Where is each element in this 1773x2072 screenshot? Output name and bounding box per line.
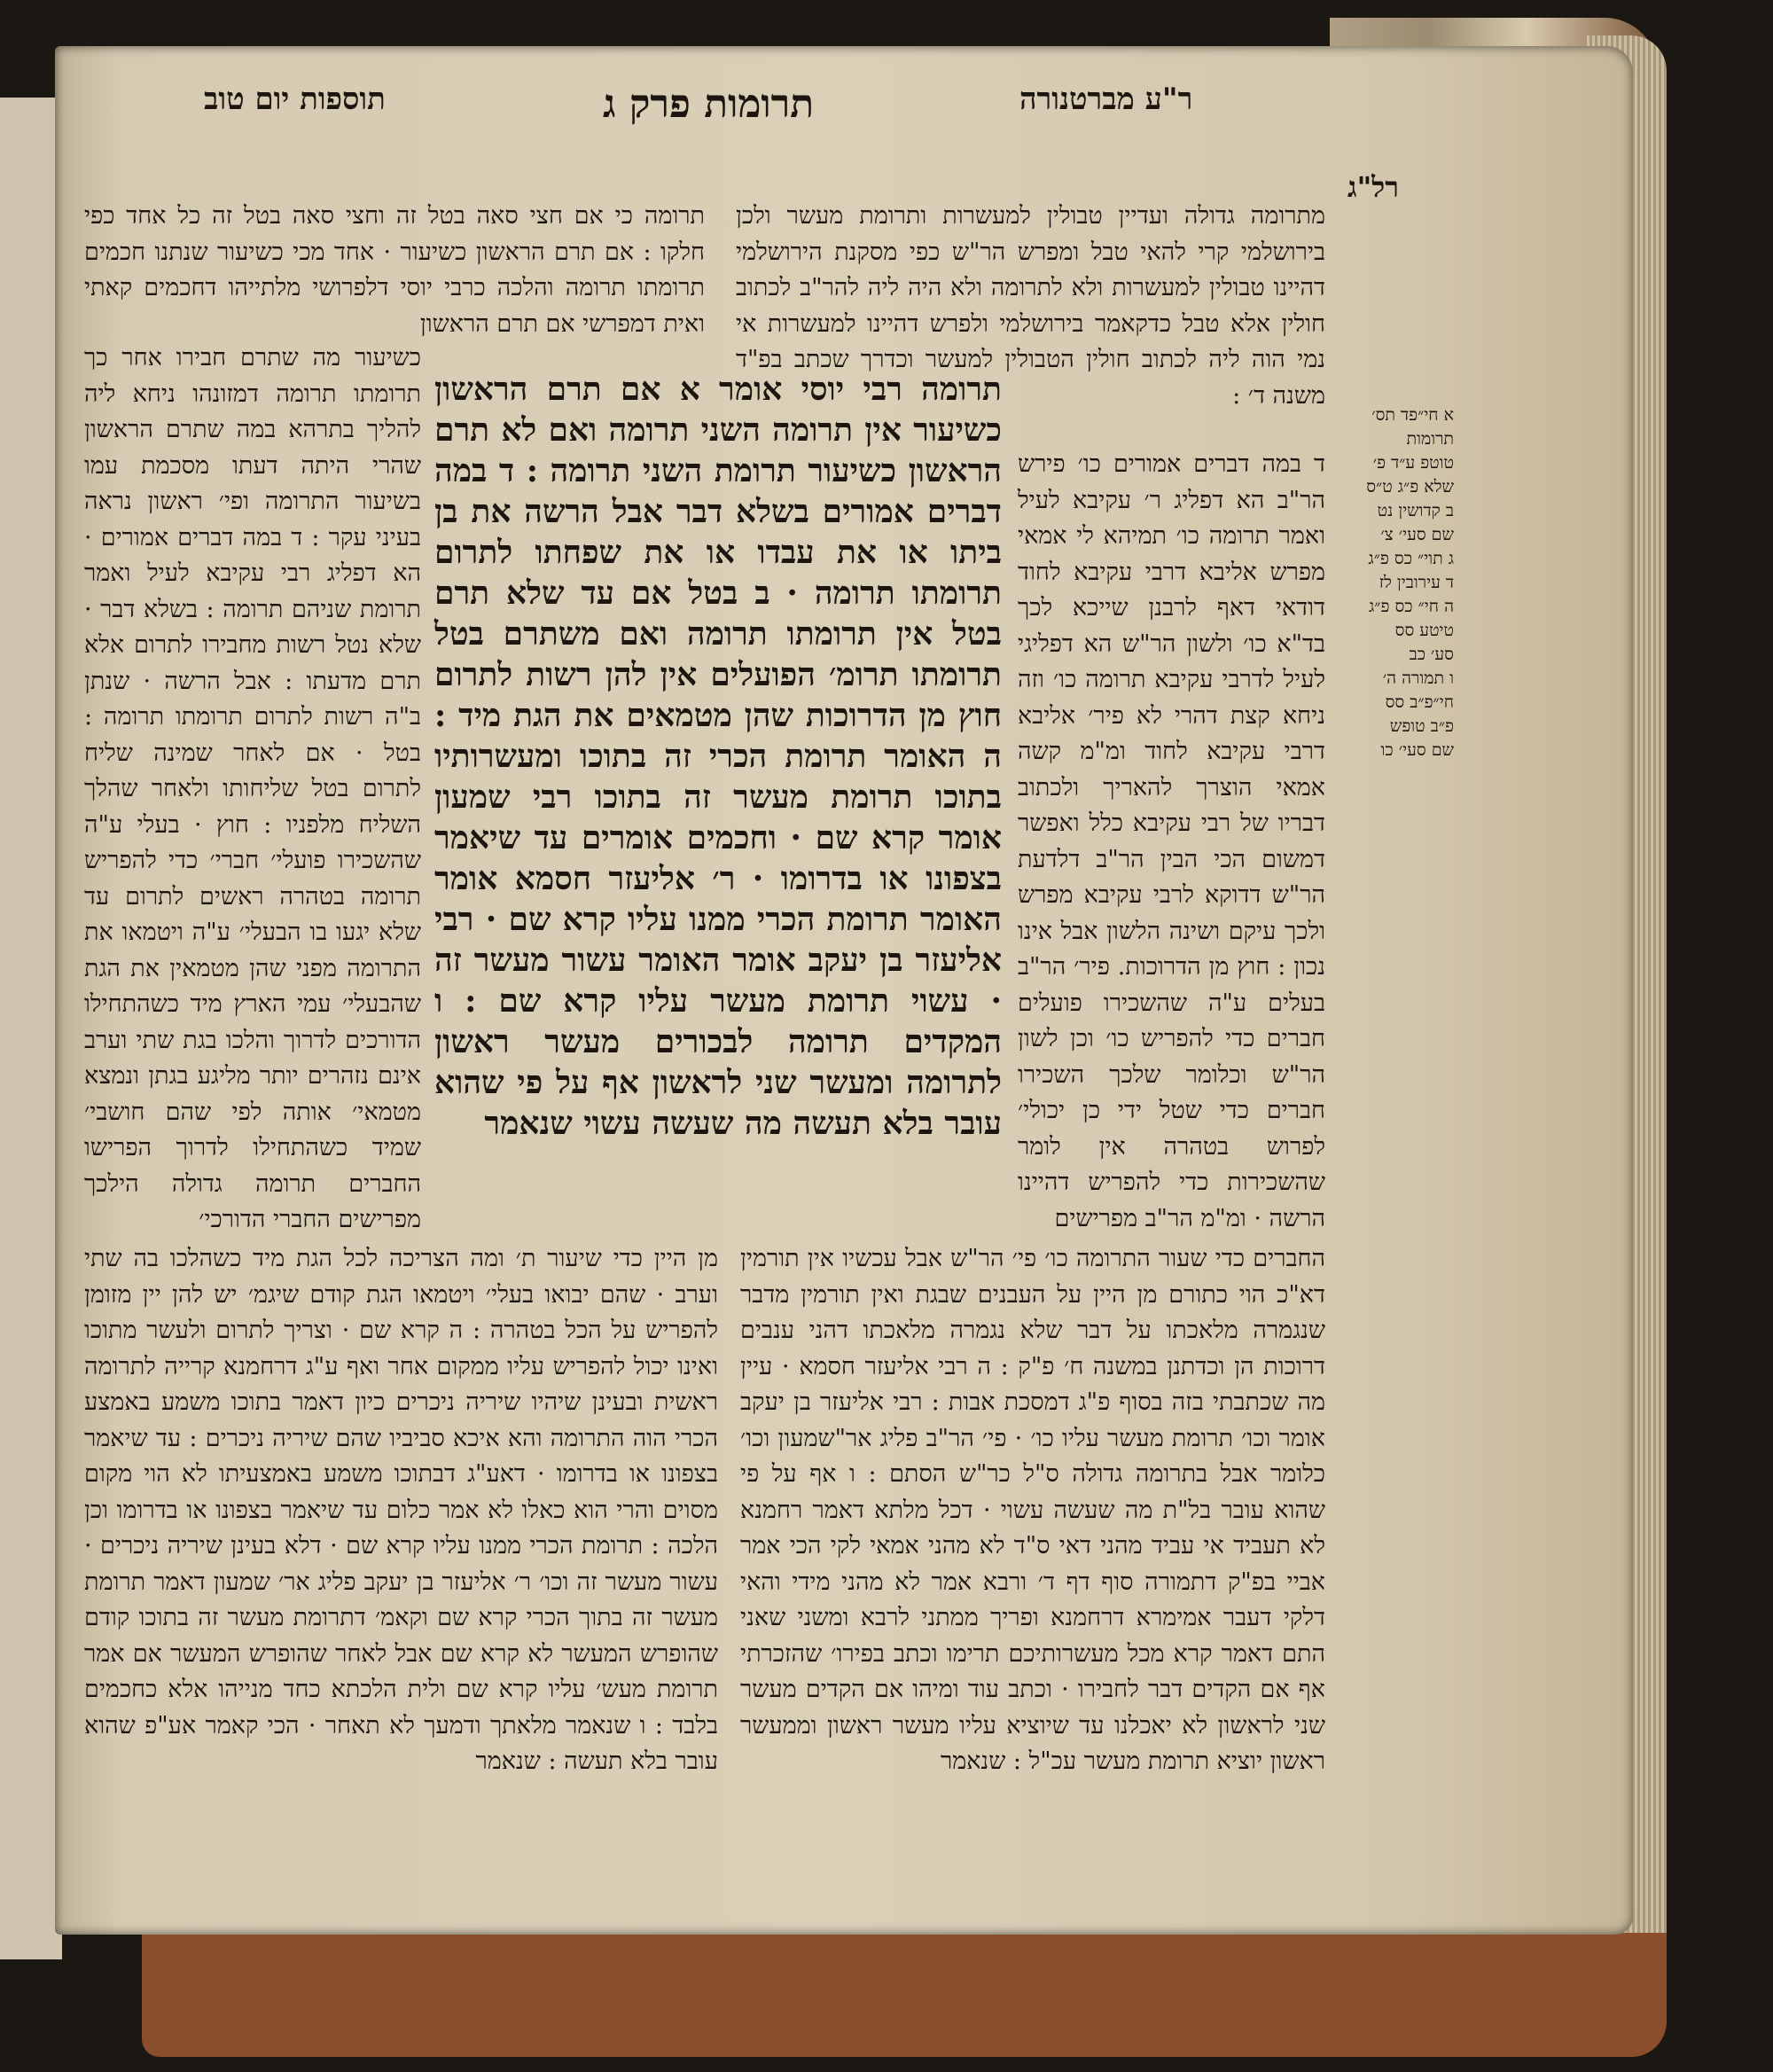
margin-note: תרומות — [1406, 429, 1454, 449]
header-left: תוספות יום טוב — [204, 82, 386, 117]
left-facing-page — [0, 98, 62, 1959]
leather-cover — [142, 1933, 1667, 2057]
margin-note: ו תמורה ה׳ — [1382, 669, 1454, 688]
margin-note: טוטפ ע״ד פ׳ — [1372, 453, 1454, 473]
left-commentary-main: כשיעור מה שתרם חבירו אחר כך תרומתו תרומה דמזונהו ניחא ליה להליך בתרהא במה שתרם הראשון שהרי היתה דעתו מסכמת עמו בשיעור התרומה ופי׳ ראשון נראה בעיני עקר : ד במה דברים אמורים · הא דפליג רבי עקיבא לעיל ואמר תרומת שניהם תרומה : בשלא דבר · שלא נטל רשות מחבירו לתרום אלא תרם מדעתו : אבל הרשה · שנתן ב"ה רשות לתרום תרומתו תרומה : בטל · אם לאחר שמינה שליח לתרום בטל שליחותו ולאחר שהלך השליח מלפניו : חוץ · בעלי ע"ה שהשכירו פועלי׳ חברי׳ כדי להפריש תרומה בטהרה ראשים לתרום עד שלא יגעו בו הבעלי׳ ע"ה ויטמאו את התרומה מפני שהן מטמאין את הגת שהבעלי׳ עמי הארץ מיד כשהתחילו הדורכים לדרוך והלכו בגת שתי וערב אינם נזהרים יותר מליגע בגתן ונמצא מטמאי׳ אותה לפי שהם חושבי׳ שמיד כשהתחילו לדרוך הפרישו החברים תרומה גדולה הילכך מפרישים החברי הדורכי׳ — [84, 344, 421, 1233]
margin-note: ד עירובין לז — [1379, 573, 1454, 592]
right-commentary-top: מתרומה גדולה ועדיין טבולין למעשרות ותרומת מעשר ולכן בירושלמי קרי להאי טבל ומפרש הר"ש כפי מסקנת הירושלמי דהיינו טבולין למעשרות ולא לתרומה ולא היה ליה להר"ב לכתוב חולין אלא טבל כדקאמר בירושלמי ולפרש דהיינו למעשרות אי נמי הוה ליה לכתוב חולין הטבולין למעשר וכדרך שכתב בפ"ד משנה ד׳ : — [736, 202, 1325, 410]
margin-note: שלא פ״ג ט״ס — [1366, 477, 1454, 496]
margin-note: סע׳ כב — [1409, 645, 1454, 664]
bottom-right-commentary: החברים כדי שעור התרומה כו׳ פי׳ הר"ש אבל עכשיו אין תורמין דא"כ הוי כתורם מן היין על העבנים שבגת ואין תורמין מדבר שנגמרה מלאכתו על דבר שלא נגמרה מלאכתו דהני ענבים דרוכות הן וכדתנן במשנה ח׳ פ"ק : ה רבי אליעזר חסמא · עיין מה שכתבתי בזה בסוף פ"ג דמסכת אבות : רבי אליעזר בן יעקב אומר וכו׳ תרומת מעשר עליו כו׳ · פי׳ הר"ב פליג אר"שמעון וכו׳ כלומר אבל בתרומה גדולה ס"ל כר"ש הסתם : ו אף על פי שהוא עובר בל"ת מה שעשה עשוי · דכל מלתא דאמר רחמנא לא תעביד אי עביד מהני דאי ס"ד לא מהני אמאי לקי הכי אמר אביי בפ"ק דתמורה סוף דף ד׳ ורבא אמר לא מהני מידי והאי דלקי דעבר אמימרא דרחמנא ופריך ממתני לרבא ומשני שאני התם דאמר קרא מכל מעשרותיכם תרימו וכתב בפירו׳ שהזכרתי אף אם הקדים דבר לחבירו · וכתב עוד ומיהו אם הקדים מעשר שני לראשון לא יאכלנו עד שיוציא עליו מעשר ראשון וממעשר ראשון יוציא תרומת מעשר עכ"ל : שנאמר — [740, 1245, 1325, 1775]
right-commentary-main: ד במה דברים אמורים כו׳ פירש הר"ב הא דפליג ר׳ עקיבא לעיל ואמר תרומה כו׳ תמיהא לי אמאי מפרש אליבא דרבי עקיבא לחוד דודאי דאף לרבנן שייכא לכך בד"א כו׳ ולשון הר"ש הא דפליגי לעיל לדרבי עקיבא תרומה כו׳ וזה ניחא קצת דהרי לא פיר׳ אליבא דרבי עקיבא לחוד ומ"מ קשה אמאי הוצרך להאריך ולכתוב דבריו של רבי עקיבא כלל ואפשר דמשום הכי הבין הר"ב דלדעת הר"ש דדוקא לרבי עקיבא מפרש ולכך עיקם ושינה הלשון אבל אינו נכון : חוץ מן הדרוכות. פיר׳ הר"ב בעלים ע"ה שהשכירו פועלים חברים כדי להפריש כו׳ וכן לשון הר"ש וכלומר שלכך השכירו חברים כדי שטל ידי כן יכולי׳ לפרוש בטהרה אין לומר שהשכירות כדי להפריש דהיינו הרשה · ומ"מ הר"ב מפרישים — [1018, 450, 1325, 1232]
margin-note: ג תוי״ כס פ״ג — [1368, 549, 1454, 568]
margin-note: שם סעי׳ צ׳ — [1380, 525, 1454, 544]
margin-note: פ״ב טופש — [1389, 716, 1454, 736]
margin-note: שם סעי׳ כו — [1380, 740, 1454, 760]
margin-note: א חי״פד תס׳ — [1371, 405, 1454, 425]
left-commentary-top: תרומה כי אם חצי סאה בטל זה וחצי סאה בטל זה כל אחד כפי חלקו : אם תרם הראשון כשיעור · אחד מכי כשיעור שנתנו חכמים תרומתו תרומה והלכה כרבי יוסי דלפרושי מלתייהו דחכמים קאתי ואית דמפרשי אם תרם הראשון — [84, 202, 705, 338]
mishnah-text: תרומה רבי יוסי אומר א אם תרם הראשון כשיעור אין תרומה השני תרומה ואם לא תרם הראשון כשיעור תרומת השני תרומה : ד במה דברים אמורים בשלא דבר אבל הרשה את בן ביתו או את עבדו או את שפחתו לתרום תרומתו תרומה · ב בטל אם עד שלא תרם בטל אין תרומתו תרומה ואם משתרם בטל תרומתו תרומ׳ הפועלים אין להן רשות לתרום חוץ מן הדרוכות שהן מטמאים את הגת מיד : ה האומר תרומת הכרי זה בתוכו ומעשרותיו בתוכו תרומת מעשר זה בתוכו רבי שמעון אומר קרא שם · וחכמים אומרים עד שיאמר בצפונו או בדרומו · ר׳ אליעזר חסמא אומר האומר תרומת הכרי ממנו עליו קרא שם · רבי אליעזר בן יעקב אומר האומר עשור מעשר זה · עשוי תרומת מעשר עליו קרא שם : ו המקדים תרומה לבכורים מעשר ראשון לתרומה ומעשר שני לראשון אף על פי שהוא עובר בלא תעשה מה שעשה עשוי שנאמר — [434, 371, 1002, 1142]
margin-note: ב קדושין נט — [1377, 501, 1454, 520]
margin-note: טיטע סס — [1394, 621, 1454, 640]
margin-notes — [1365, 403, 1454, 776]
header-right: ר"ע מברטנורה — [1019, 82, 1193, 117]
header-center: תרומות פרק ג — [603, 82, 815, 127]
margin-note: ה חי״ כס פ״ג — [1368, 597, 1454, 616]
bottom-left-commentary: מן היין כדי שיעור ת׳ ומה הצריכה לכל הגת מיד כשהלכו בה שתי וערב · שהם יבואו בעלי׳ ויטמאו הגת קודם שיגמ׳ יש להן יין מזומן להפריש על הכל בטהרה : ה קרא שם · וצריך לתרום ולעשר מתוכו ואינו יכול להפריש עליו ממקום אחר ואף ע"ג דרחמנא קרייה לתרומה ראשית ובעינן שיהיו שיריה ניכרים כיון דאמר בתוכו משמע באמצע הכרי הוה התרומה והא איכא סביביו שהם שיריה ניכרים : עד שיאמר בצפונו או בדרומו · דאע"ג דבתוכו משמע באמצעיתו לא הוי מקום מסוים והרי הוא כאלו לא אמר כלום עד שיאמר בצפונו או בדרומו וכן הלכה : תרומת הכרי ממנו עליו קרא שם · דלא בעינן שיריה ניכרים · עשור מעשר זה וכו׳ ר׳ אליעזר בן יעקב פליג אר׳ שמעון דאמר תרומת מעשר זה בתוך הכרי קרא שם וקאמ׳ דתרומת מעשר זה בתוכו קודם שהופרש המעשר לא קרא שם אבל לאחר שהופרש המעשר אם אמר תרומת מעש׳ עליו קרא שם ולית הלכתא כחד מנייהו אלא כחכמים בלבד : ו שנאמר מלאתך ודמעך לא תאחר · הכי קאמר אע"פ שהוא עובר בלא תעשה : שנאמר — [84, 1245, 718, 1775]
folio-number: רל"ג — [1347, 170, 1399, 204]
margin-note: חי״פ״ב סס — [1385, 692, 1454, 712]
